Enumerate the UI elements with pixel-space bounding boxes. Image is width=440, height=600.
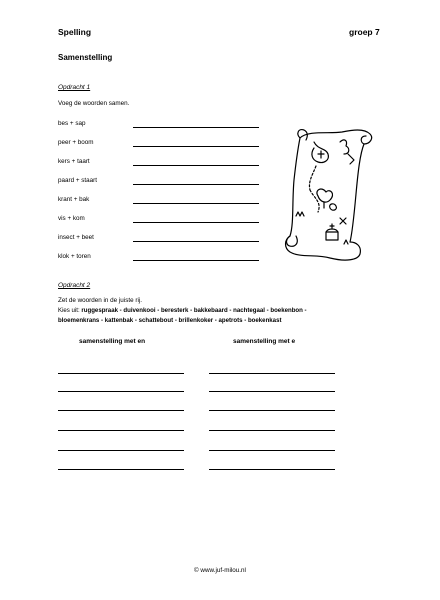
task1-item: peer + boom [58,139,94,146]
treasure-map-illustration [278,124,378,264]
choose-label: Kies uit: [58,307,80,314]
answer-line-en[interactable] [58,373,184,374]
answer-line-e[interactable] [209,430,335,431]
topic-title: Samenstelling [58,53,113,62]
answer-line-en[interactable] [58,391,184,392]
task1-title: Opdracht 1 [58,84,91,91]
task2-title: Opdracht 2 [58,282,91,289]
answer-line-en[interactable] [58,469,184,470]
task1-item: klok + toren [58,253,91,260]
word-bank-line1 [58,307,307,314]
answer-line-en[interactable] [58,430,184,431]
answer-line-e[interactable] [209,410,335,411]
answer-line[interactable] [133,203,259,204]
answer-line[interactable] [133,241,259,242]
task1-item: kers + taart [58,158,90,165]
column-header-en: samenstelling met en [79,338,146,345]
copyright-footer: © www.juf-milou.nl [194,567,246,574]
answer-line-en[interactable] [58,410,184,411]
task1-item: vis + kom [58,215,85,222]
answer-line[interactable] [133,260,259,261]
word-bank-words-1: ruggespraak - duivenkooi - beresterk - bakkebaard - nachtegaal - boekenbon - [81,307,307,314]
task1-item: paard + staart [58,177,98,184]
answer-line[interactable] [133,165,259,166]
answer-line-en[interactable] [58,450,184,451]
group-label: groep 7 [349,27,380,37]
answer-line-e[interactable] [209,450,335,451]
column-header-e: samenstelling met e [233,338,296,345]
answer-line-e[interactable] [209,373,335,374]
task1-item: insect + beet [58,234,94,241]
answer-line[interactable] [133,127,259,128]
answer-line[interactable] [133,222,259,223]
answer-line-e[interactable] [209,391,335,392]
word-bank-line2: bloemenkrans - kattenbak - schattebout - brillenkoker - apetrots - boekenkast [58,317,282,324]
task1-item: krant + bak [58,196,90,203]
answer-line[interactable] [133,146,259,147]
task2-instruction: Zet de woorden in de juiste rij. [58,297,143,304]
answer-line-e[interactable] [209,469,335,470]
subject-title: Spelling [58,27,92,37]
task1-item: bes + sap [58,120,86,127]
answer-line[interactable] [133,184,259,185]
task1-instruction: Voeg de woorden samen. [58,100,130,107]
